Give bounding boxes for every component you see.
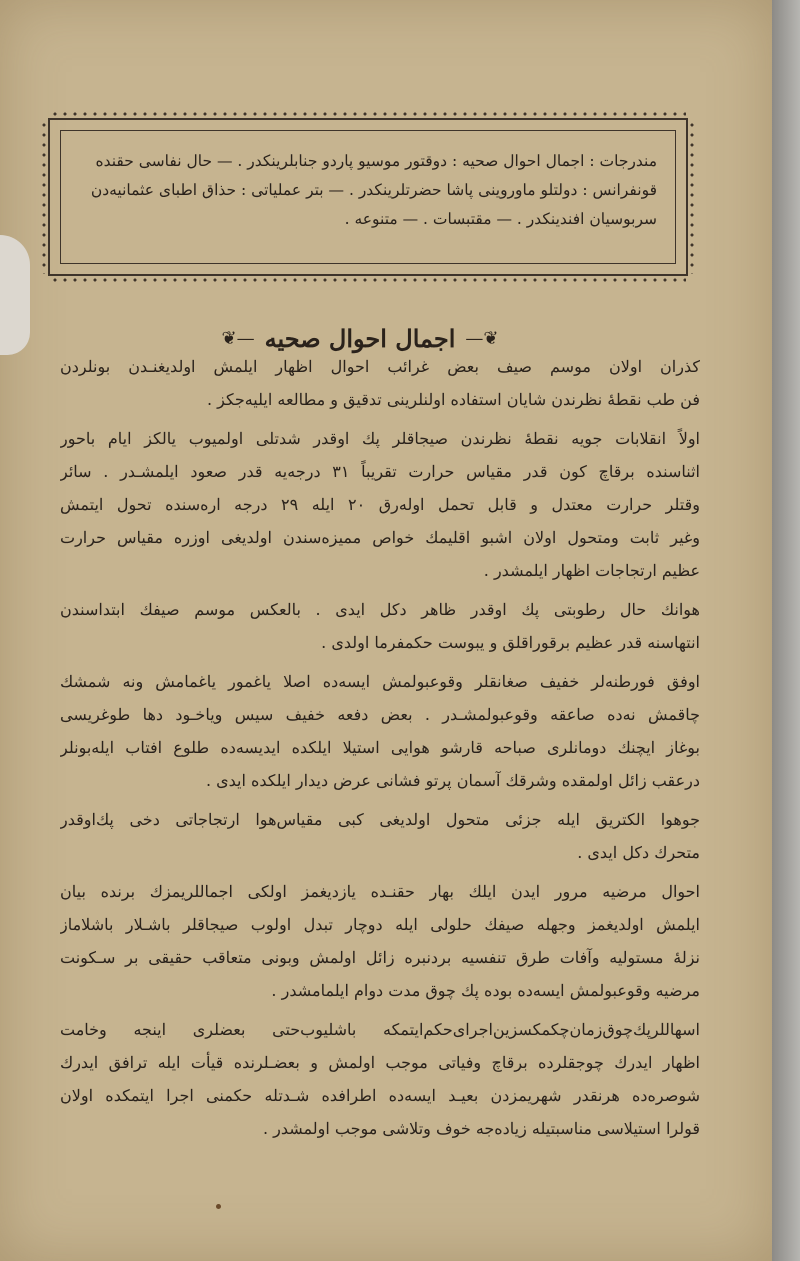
text-line: فن طب نقطهٔ نظرندن شایان استفاده اولنلرینی تدقیق و مطالعه ایلیه‌جکز . [207, 390, 700, 409]
text-line: وغیر ثابت ومتحول اولان اشبو اقلیمك خواص ممیزه‌سندن اولدیغی اوزره مقیاس حرارت [60, 528, 700, 547]
text-line: اوفق فورطنه‌لر خفیف صغانقلر وقوعبولمش ایسه‌ده اصلا یاغمور یاغمامش ونه شمشك [60, 672, 700, 691]
text-line: درعقب زائل اولمقده وشرقك آسمان پرتو فشانی عرض دیدار ایلکده ایدی . [205, 771, 700, 790]
paragraph [60, 593, 700, 659]
text-line: چاقمش نه‌ده صاعقه وقوعبولمشـدر . بعض دفعه خفیف سیس ویاخـود دها طوغریسی [60, 705, 700, 724]
text-line: احوال مرضیه مرور ایدن ایلك بهار حقنـده یازدیغمز اولکی اجماللریمزك برنده بیان [60, 882, 700, 901]
background-edge [772, 0, 800, 1261]
contents-line: سربوسیان افندینکدر . — مقتبسات . — متنوعه . [344, 210, 657, 228]
ornamental-border-top [50, 111, 686, 117]
ornamental-border-left [41, 120, 47, 274]
text-line: قولرا استیلاسی مناسبتیله زیاده‌جه خوف وتلاشی موجب اولمشدر . [262, 1119, 700, 1138]
left-flourish-icon: —❦ [221, 327, 255, 349]
section-title: اجمال احوال صحیه [264, 323, 456, 353]
paragraph [60, 1013, 700, 1145]
text-line: ایلمش اولدیغمز وجهله صیفك حلولی ایله دوچار تبدل اولوب صیجاقلر باشـلار باشلاماز [60, 915, 700, 934]
paragraph [60, 803, 700, 869]
paragraph [60, 422, 700, 587]
text-line: بوغاز ایچنك دومانلری صباحه قارشو هوایی استیلا ایلکده ایدیسه‌ده طلوع افتاب ایله‌بونلر [60, 738, 700, 757]
text-line: عظیم ارتجاجات اظهار ایلمشدر . [483, 561, 700, 580]
text-line: وقتلر حرارت معتدل و قابل تحمل اوله‌رق ۲۰ ایله ۲۹ درجه اره‌سنده تحول ایتمش [60, 495, 700, 514]
text-line: انتهاسنه قدر عظیم برقوراقلق و یبوست حکمفرما اولدی . [321, 633, 700, 652]
contents-line: مندرجات : اجمال احوال صحیه : دوقتور موسیو پاردو جنابلرینکدر . — حال نفاسی حقنده [95, 152, 657, 170]
text-line: متحرك دکل ایدی . [577, 843, 700, 862]
ornamental-border-bottom [50, 277, 686, 283]
torn-paper-edge [0, 235, 30, 355]
text-line: اسهاللرپك‌چوق‌زمان‌چکمکسزین‌اجرای‌حکم‌ایتمکه باشلیوب‌حتی بعضلری اینجه وخامت [60, 1020, 700, 1039]
text-line: اثناسنده برقاچ کون قدر مقیاس حرارت تقریباً ۳۱ درجه‌یه قدر صعود ایلمشـدر . سائر [60, 462, 700, 481]
text-line: شوصره‌ده هرنقدر شهریمزدن بعیـد ایسه‌ده اطرافده شـدتله حکمنی اجرا ایتمکده اولان [60, 1086, 700, 1105]
paragraph [60, 665, 700, 797]
text-line: کذران اولان موسم صیف بعض غرائب احوال اظهار ایلمش اولدیغنـدن بونلردن [60, 357, 700, 376]
contents-box [48, 118, 688, 276]
text-line: مرضیه وقوعبولمش ایسه‌ده بوده پك چوق مدت دوام ایلمامشدر . [271, 981, 700, 1000]
ornamental-border-right [689, 120, 695, 274]
text-line: جوهوا الکتریق ایله جزئی متحول اولدیغی کبی مقیاس‌هوا ارتجاجاتی دخی پك‌اوقدر [60, 810, 700, 829]
contents-text [60, 130, 676, 264]
text-line: هوانك حال رطوبتی پك اوقدر ظاهر دکل ایدی . بالعکس موسم صیفك ابتداسندن [60, 600, 700, 619]
paragraph [60, 350, 700, 416]
text-line: اولاً انقلابات جویه نقطهٔ نظرندن صیجاقلر پك اوقدر شدتلی اولمیوب یالکز ایام باحور [60, 429, 700, 448]
paragraph [60, 875, 700, 1007]
right-flourish-icon: ❦— [465, 327, 499, 349]
article-body [60, 350, 700, 1151]
text-line: اظهار ایدرك چوجقلرده برقاچ وفیاتی موجب اولمش و بعضـلرنده قیأت ایله ترافق ایدرك [60, 1053, 700, 1072]
ink-spot [216, 1204, 221, 1209]
contents-line: قونفرانس : دولتلو ماوروینی پاشا حضرتلرینکدر . — بتر عملیاتی : حذاق اطبای عثمانیه‌دن [90, 181, 657, 199]
text-line: نزلهٔ مستولیه وآفات طرق تنفسیه بردنبره زائل اولمش وبونی متعاقب حقیقی بر سـکونت [60, 948, 700, 967]
